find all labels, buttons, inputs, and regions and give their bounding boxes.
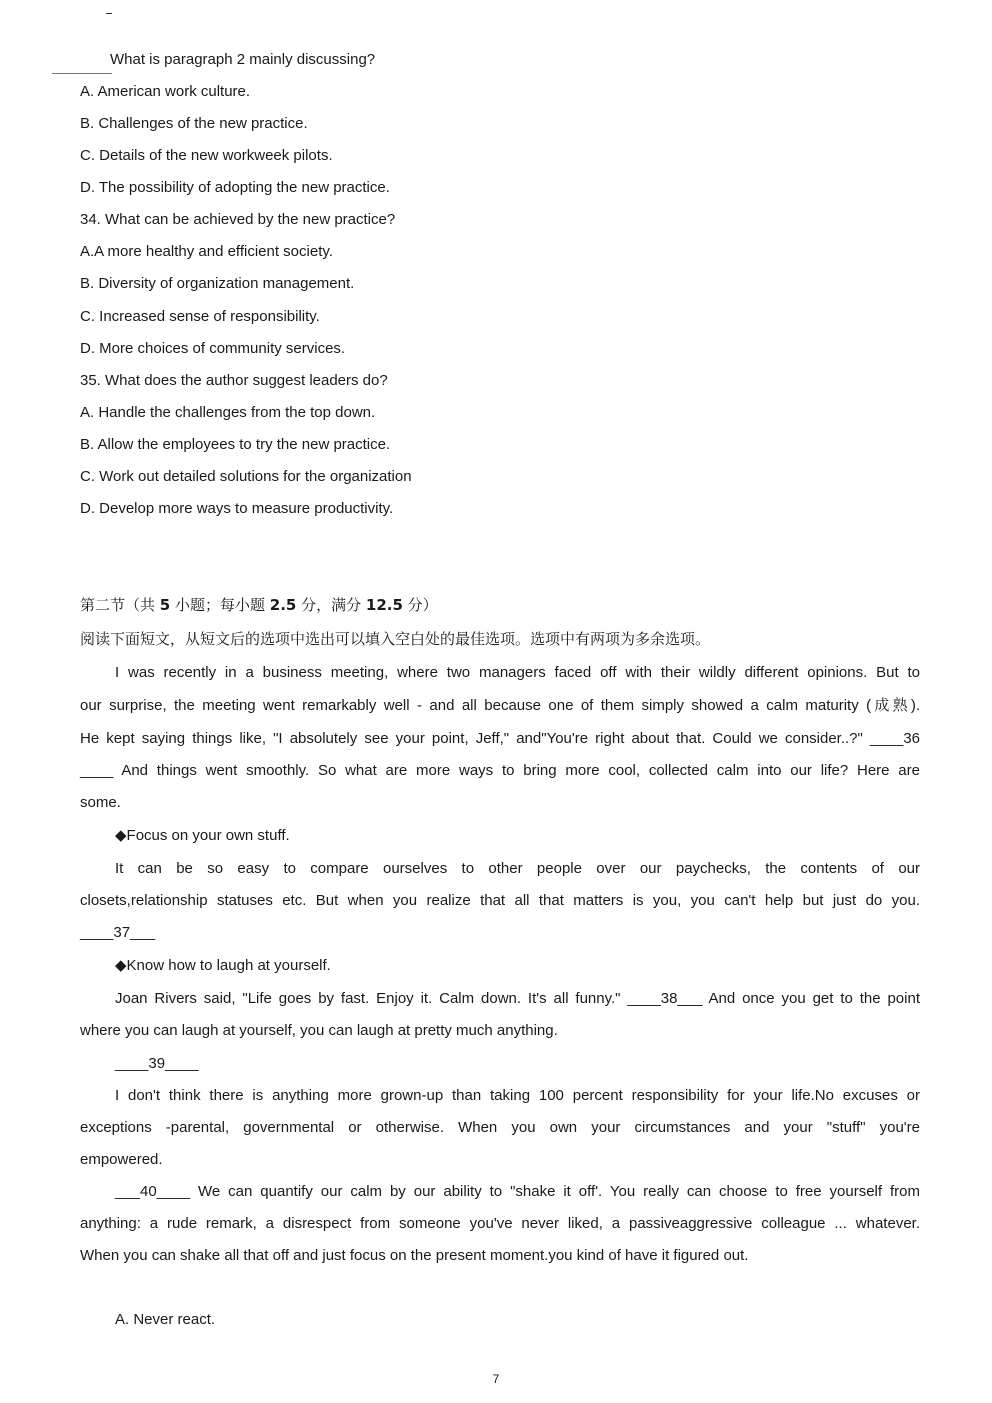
heading-text: 第二节（共 xyxy=(80,596,160,614)
blank-37: ____37___ xyxy=(80,924,156,941)
passage-line: empowered. xyxy=(80,1151,163,1168)
q34-option-a: A.A more healthy and efficient society. xyxy=(80,243,333,260)
question-34-stem: 34. What can be achieved by the new practice? xyxy=(80,211,396,228)
passage-subheading: ◆Focus on your own stuff. xyxy=(115,827,290,844)
question-35-stem: 35. What does the author suggest leaders do? xyxy=(80,372,388,389)
heading-text: 分） xyxy=(402,596,438,614)
scan-mark xyxy=(106,13,112,14)
passage-line: Joan Rivers said, "Life goes by fast. Enjoy it. Calm down. It's all funny." ____38___ And once you get to the point xyxy=(115,990,920,1007)
q35-option-d: D. Develop more ways to measure productivity. xyxy=(80,500,394,517)
passage-line: our surprise, the meeting went remarkably well - and all because one of them simply showed a calm maturity (成熟). xyxy=(80,697,920,714)
question-33-stem: What is paragraph 2 mainly discussing? xyxy=(110,51,376,68)
q34-option-d: D. More choices of community services. xyxy=(80,340,346,357)
blank-39: ____39____ xyxy=(115,1055,199,1072)
passage-line: where you can laugh at yourself, you can laugh at pretty much anything. xyxy=(80,1022,558,1039)
passage-line: anything: a rude remark, a disrespect from someone you've never liked, a passiveaggressive colleague ... whatever. xyxy=(80,1215,920,1232)
q35-option-a: A. Handle the challenges from the top down. xyxy=(80,404,376,421)
q34-option-b: B. Diversity of organization management. xyxy=(80,275,355,292)
heading-count: 5 xyxy=(159,596,171,614)
section-heading xyxy=(80,595,438,615)
page-number: 7 xyxy=(492,1372,500,1386)
passage-line: some. xyxy=(80,794,121,811)
q33-option-a: A. American work culture. xyxy=(80,83,251,100)
passage-line: It can be so easy to compare ourselves to other people over our paychecks, the contents of our xyxy=(115,860,920,877)
passage-line: When you can shake all that off and just focus on the present moment.you kind of have it figured out. xyxy=(80,1247,749,1264)
q34-option-c: C. Increased sense of responsibility. xyxy=(80,308,320,325)
scan-mark xyxy=(52,73,112,74)
q33-option-b: B. Challenges of the new practice. xyxy=(80,115,308,132)
passage-line: ___40____ We can quantify our calm by our ability to "shake it off'. You really can choose to free yourself from xyxy=(115,1183,920,1200)
heading-total: 12.5 xyxy=(365,596,403,614)
q33-option-c: C. Details of the new workweek pilots. xyxy=(80,147,333,164)
heading-text: 小题；每小题 xyxy=(170,596,270,614)
heading-score: 2.5 xyxy=(269,596,297,614)
q33-option-d: D. The possibility of adopting the new practice. xyxy=(80,179,390,196)
passage-subheading: ◆Know how to laugh at yourself. xyxy=(115,957,331,974)
passage-line: I don't think there is anything more grown-up than taking 100 percent responsibility for your life.No excuses or xyxy=(115,1087,920,1104)
passage-line: He kept saying things like, "I absolutely see your point, Jeff," and"You're right about that. Could we consider..?" ____36 xyxy=(80,730,920,747)
heading-text: 分，满分 xyxy=(296,596,366,614)
q35-option-c: C. Work out detailed solutions for the organization xyxy=(80,468,412,485)
answer-option-a: A. Never react. xyxy=(115,1311,216,1328)
passage-line: ____ And things went smoothly. So what are more ways to bring more cool, collected calm into our life? Here are xyxy=(80,762,920,779)
passage-line: closets,relationship statuses etc. But when you realize that all that matters is you, you can't help but just do you. xyxy=(80,892,920,909)
passage-line: exceptions -parental, governmental or otherwise. When you own your circumstances and your "stuff" you're xyxy=(80,1119,920,1136)
q35-option-b: B. Allow the employees to try the new practice. xyxy=(80,436,391,453)
passage-line: I was recently in a business meeting, where two managers faced off with their wildly different opinions. But to xyxy=(115,664,920,681)
section-instruction: 阅读下面短文，从短文后的选项中选出可以填入空白处的最佳选项。选项中有两项为多余选项。 xyxy=(80,630,711,648)
